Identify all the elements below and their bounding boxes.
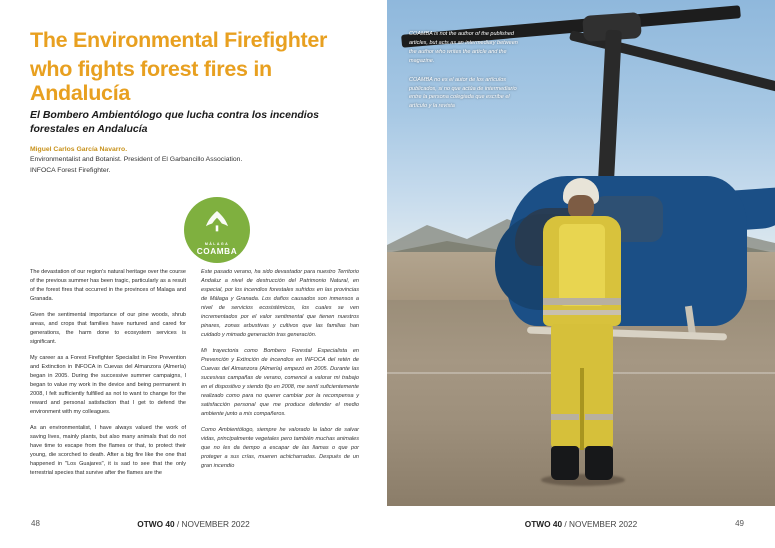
page-title xyxy=(30,28,360,105)
paragraph: My career as a Forest Firefighter Specialist in Fire Prevention and Extinction in INFOCA in Cuevas del Almanzora (Almería) began in 2005. During the successive summer campaigns, I began to value my work in the device and being permanent in 2008, I felt sufficiently fulfilled as not to want to change for the reward and personal satisfaction that I get to defend the environment with my colleagues. xyxy=(30,354,186,415)
paragraph: Este pasado verano, ha sido devastador para nuestro Territorio Andaluz a nivel de destrucción del Patrimonio Natural, en especial, por los incendios forestales sufridos en las provincias de Málaga y Granada. Los daños causados son inmensos a nivel de servicios ecosistémicos, los cuales se ven incrementados por el valor sentimental que tienen nuestros pinares, zonas arbustivas y cultivos que las familias han cuidado y mimado generación tras generación. xyxy=(201,269,359,338)
caption-english: COAMBA is not the author of the published articles, but acts as an intermediary between the author who writes the article and the magazine. xyxy=(409,31,518,64)
helicopter-firefighter-photo xyxy=(387,0,775,506)
reflective-stripe xyxy=(543,310,621,315)
magazine-date: / NOVEMBER 2022 xyxy=(564,519,638,529)
author-role-line-2: INFOCA Forest Firefighter. xyxy=(30,166,111,174)
right-page-number: 49 xyxy=(735,519,744,528)
author-role-line-1: Environmentalist and Botanist. President of El Garbancillo Association. xyxy=(30,156,243,164)
magazine-date: / NOVEMBER 2022 xyxy=(176,519,250,529)
magazine-issue: OTWO 40 xyxy=(524,519,563,529)
left-page-number: 48 xyxy=(31,519,40,528)
paragraph: Given the sentimental importance of our pine woods, shrub areas, and crops that families have nurtured and cared for generations, the harm done to ecosystem services is significant. xyxy=(30,311,186,345)
column-spanish xyxy=(201,268,359,478)
right-page xyxy=(387,0,775,548)
paragraph: The devastation of our region's natural heritage over the course of the previous summer has been tragic, particularly as a result of the forest fires that occurred in the provinces of Malaga and Granada. xyxy=(30,269,186,302)
right-footer-magazine xyxy=(387,519,775,529)
paragraph: As an environmentalist, I have always valued the work of saving lives, mainly plants, but also many animals that do not have time to escape from the flames or that, to protect their young, die scorched to death. After a big fire like the one that happened in "Los Guajares", it is sad to see that the only terrestrial species that survive after the flames are the xyxy=(30,424,186,476)
article-subtitle: El Bombero Ambientólogo que lucha contra los incendios forestales en Andalucía xyxy=(30,109,319,136)
firefighter-boot xyxy=(585,446,613,480)
logo-name: COAMBA xyxy=(196,247,238,256)
left-footer-magazine xyxy=(0,519,387,529)
author-name: Miguel Carlos García Navarro. xyxy=(30,146,128,153)
reflective-stripe xyxy=(543,298,621,305)
firefighter-vest xyxy=(559,224,605,306)
paragraph: Mi trayectoria como Bombero Forestal Especialista en Prevención y Extinción de incendios en INFOCA del retén de Cuevas del Almanzora (Almería) empezó en 2005. Durante las sucesivas campañas de verano, comencé a valorar mi trabajo en el dispositivo y siendo fijo en 2008, me sentí suficientemente realizado como para no querer cambiar por la recompensa y satisfacción personal que me produce defender el medio ambiente junto a mis compañeros. xyxy=(201,347,359,417)
left-page xyxy=(0,0,387,548)
firefighter-boot xyxy=(551,446,579,480)
coamba-logo xyxy=(184,197,250,263)
caption-spanish: COAMBA no es el autor de los artículos publicados, si no que actúa de intermediario entre la persona colegiada que escribe el artículo y la revista xyxy=(409,76,517,110)
paragraph: Como Ambientólogo, siempre he valorado la labor de salvar vidas, principalmente vegetales pero también muchas animales que no les da tiempo a escapar de las llamas o que por proteger a sus crías, mueren achicharradas. Después de un gran incendio xyxy=(201,426,359,469)
column-english xyxy=(30,268,186,485)
firefighter xyxy=(535,178,627,498)
photo-caption xyxy=(409,30,521,121)
byline xyxy=(30,145,360,176)
knee-band xyxy=(551,414,579,420)
title-line-1: The Environmental Firefighter xyxy=(30,28,328,52)
knee-band xyxy=(585,414,613,420)
logo-subtext: MÁLAGA xyxy=(204,242,230,246)
leg-split xyxy=(580,368,584,450)
magazine-issue: OTWO 40 xyxy=(137,519,175,529)
title-line-2: who fights forest fires in Andalucía xyxy=(30,57,272,106)
